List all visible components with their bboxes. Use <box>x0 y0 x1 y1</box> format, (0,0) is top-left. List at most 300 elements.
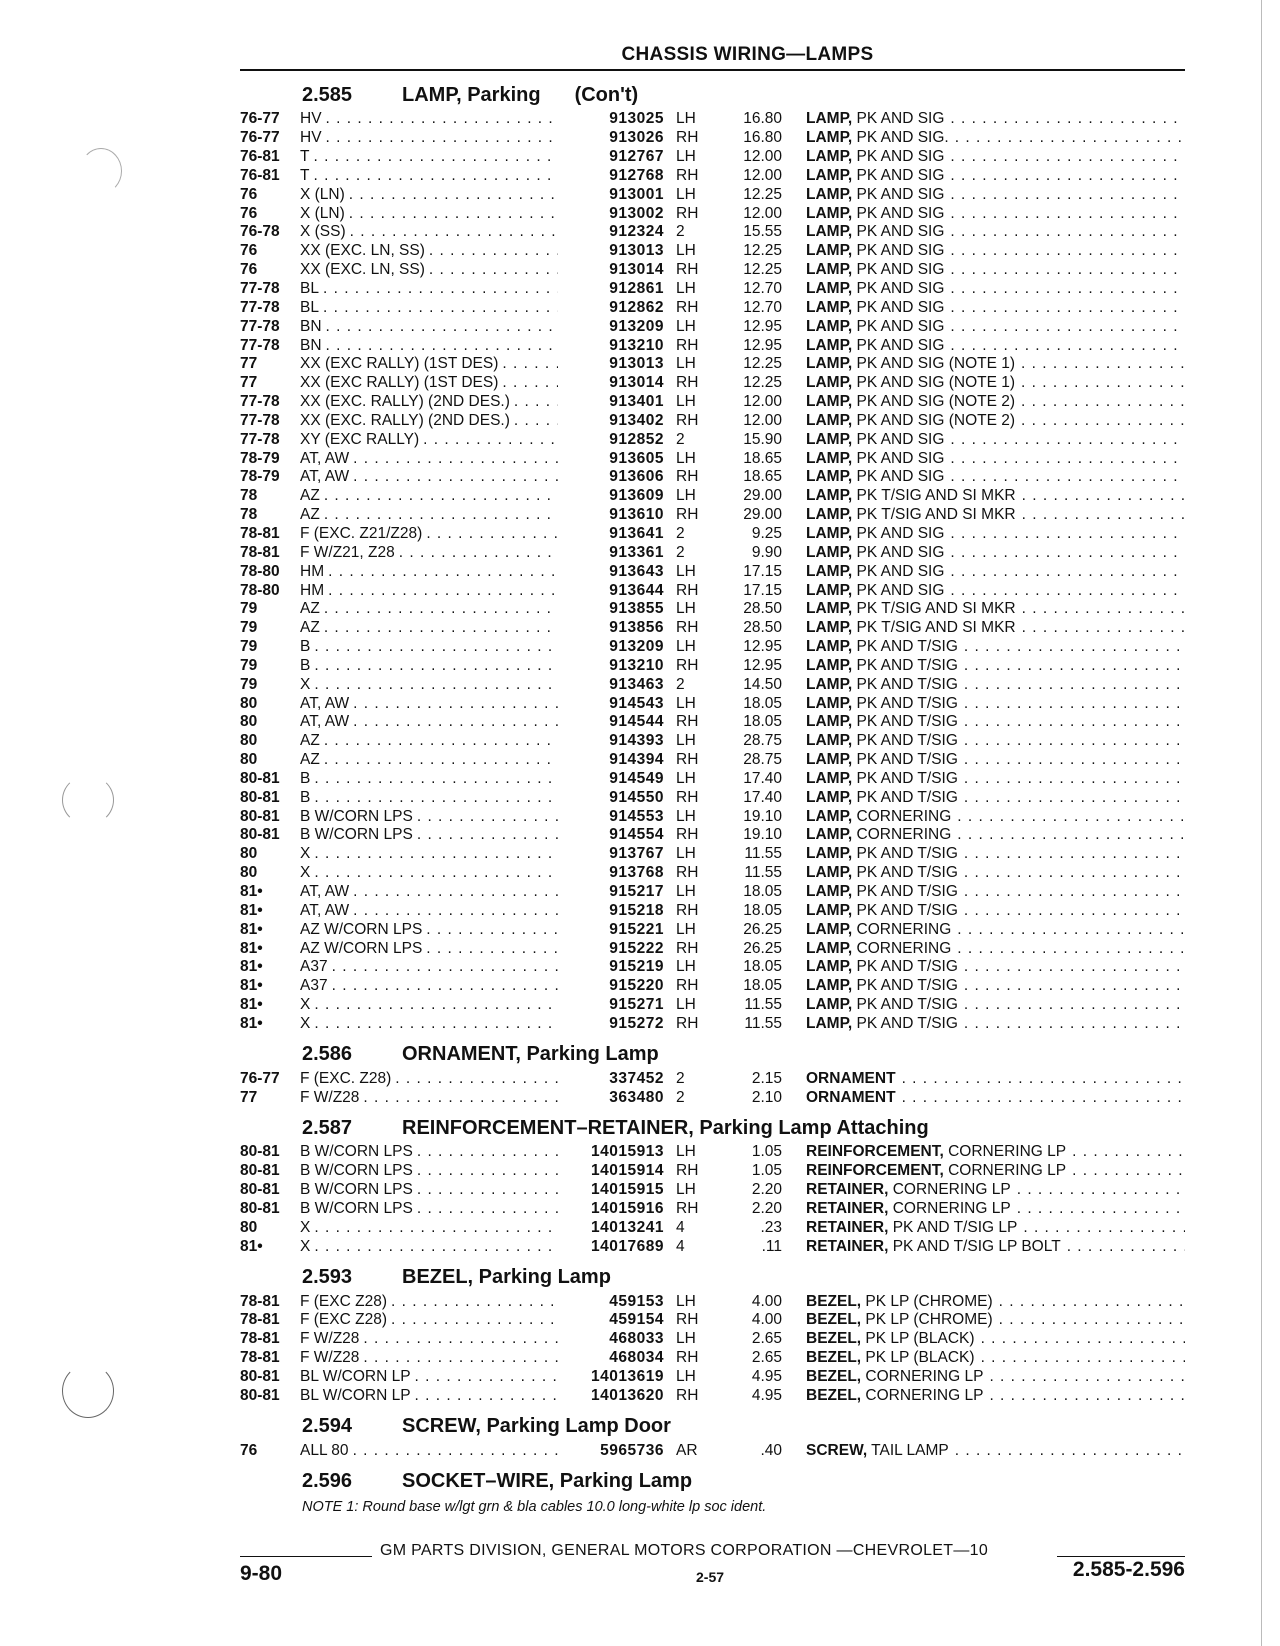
part-name-noun: BEZEL, <box>806 1367 862 1385</box>
part-name-noun: RETAINER, <box>806 1199 889 1217</box>
part-name-noun: LAMP, <box>806 242 853 260</box>
price: 12.00 <box>743 148 782 166</box>
application-text: B W/CORN LPS <box>300 1143 413 1161</box>
dot-leader <box>332 977 558 995</box>
model-years: 80-81 <box>240 1143 280 1161</box>
application-cell <box>300 826 564 844</box>
part-name-cell <box>806 789 1185 807</box>
quantity: RH <box>676 656 699 674</box>
price: 2.65 <box>751 1349 782 1367</box>
part-name-cell <box>806 657 1185 675</box>
dot-leader <box>353 902 558 920</box>
application-text: X <box>300 675 311 693</box>
dot-leader <box>353 1442 558 1460</box>
price: 12.25 <box>743 374 782 392</box>
price: 1.05 <box>751 1143 782 1161</box>
table-row <box>240 826 1185 845</box>
part-name-noun: LAMP, <box>806 336 853 354</box>
part-name-noun: LAMP, <box>806 317 853 335</box>
part-name-detail: CORNERING <box>852 826 952 844</box>
part-name-cell <box>806 619 1185 637</box>
dot-leader <box>950 261 1185 279</box>
dot-leader <box>417 826 558 844</box>
price: 29.00 <box>743 487 782 505</box>
table-row <box>240 525 1185 544</box>
part-number: 913025 <box>609 110 664 128</box>
part-name-detail: PK AND T/SIG <box>852 656 958 674</box>
application-text: AZ W/CORN LPS <box>300 920 423 938</box>
dot-leader <box>1023 1219 1185 1237</box>
application-text: X <box>300 1014 311 1032</box>
application-cell <box>300 487 564 505</box>
part-name-detail: PK AND SIG <box>852 430 945 448</box>
model-years: 78-81 <box>240 524 280 542</box>
part-name-cell <box>806 280 1185 298</box>
part-name <box>806 921 951 939</box>
dot-leader <box>353 695 558 713</box>
dot-leader <box>391 1293 558 1311</box>
part-name-detail: PK T/SIG AND SI MKR <box>852 487 1016 505</box>
model-years: 78-81 <box>240 1292 280 1310</box>
part-name-noun: LAMP, <box>806 977 853 995</box>
dot-leader <box>415 1368 558 1386</box>
part-name-noun: REINFORCEMENT, <box>806 1162 944 1180</box>
model-years: 81• <box>240 1014 263 1032</box>
part-name <box>806 487 1016 505</box>
part-name-detail: PK AND T/SIG <box>852 883 958 901</box>
part-name-cell <box>806 1293 1185 1311</box>
price: .11 <box>761 1237 782 1255</box>
application-text: AZ <box>300 506 320 524</box>
table-row <box>240 1330 1185 1349</box>
application-text: A37 <box>300 958 328 976</box>
price: 4.95 <box>751 1386 782 1404</box>
application-text: AZ <box>300 600 320 618</box>
dot-leader <box>326 110 558 128</box>
section-number: 2.594 <box>302 1414 353 1437</box>
model-years: 76 <box>240 261 258 279</box>
part-name-detail: PK AND SIG <box>852 166 945 184</box>
table-row <box>240 412 1185 431</box>
application-text: AT, AW <box>300 901 350 919</box>
footer-rule-left <box>240 1556 372 1557</box>
model-years: 80 <box>240 732 258 750</box>
model-years: 80-81 <box>240 1199 280 1217</box>
part-number: 912324 <box>609 223 664 241</box>
part-number: 913361 <box>609 543 664 561</box>
dot-leader <box>964 902 1185 920</box>
part-name <box>806 695 958 713</box>
application-cell <box>300 902 564 920</box>
quantity: LH <box>676 148 696 166</box>
dot-leader <box>999 1311 1185 1329</box>
part-name-noun: LAMP, <box>806 958 853 976</box>
application-text: F (EXC Z28) <box>300 1311 387 1329</box>
table-row <box>240 562 1185 581</box>
model-years: 80-81 <box>240 826 280 844</box>
model-years: 80-81 <box>240 1181 280 1199</box>
part-name <box>806 280 944 298</box>
part-name-detail: CORNERING LP <box>888 1181 1011 1199</box>
dot-leader <box>950 563 1185 581</box>
part-name <box>806 1238 1061 1256</box>
table-row <box>240 638 1185 657</box>
part-name <box>806 223 944 241</box>
dot-leader <box>964 732 1185 750</box>
quantity: LH <box>676 355 696 373</box>
part-name-noun: LAMP, <box>806 506 853 524</box>
quantity: 2 <box>676 430 685 448</box>
price: 18.65 <box>743 449 782 467</box>
dot-leader <box>964 864 1185 882</box>
price: 1.05 <box>751 1162 782 1180</box>
quantity: 2 <box>676 675 685 693</box>
part-name <box>806 713 958 731</box>
application-cell <box>300 1219 564 1237</box>
table-row <box>240 317 1185 336</box>
part-name-detail: PK T/SIG AND SI MKR <box>852 506 1016 524</box>
part-name-cell <box>806 1162 1185 1180</box>
part-number: 468034 <box>609 1349 664 1367</box>
price: 18.05 <box>743 958 782 976</box>
application-cell <box>300 958 564 976</box>
table-row <box>240 770 1185 789</box>
table-row <box>240 958 1185 977</box>
part-name-noun: LAMP, <box>806 826 853 844</box>
application-text: B W/CORN LPS <box>300 807 413 825</box>
dot-leader <box>964 883 1185 901</box>
part-name-noun: LAMP, <box>806 204 853 222</box>
page-edge <box>1261 0 1262 1646</box>
part-name-cell <box>806 525 1185 543</box>
quantity: LH <box>676 845 696 863</box>
part-number: 913014 <box>609 261 664 279</box>
dot-leader <box>324 506 558 524</box>
application-text: XX (EXC. LN, SS) <box>300 242 425 260</box>
dot-leader <box>957 826 1185 844</box>
part-number: 459154 <box>609 1311 664 1329</box>
dot-leader <box>429 242 558 260</box>
part-name-detail: CORNERING LP <box>943 1162 1067 1180</box>
dot-leader <box>950 525 1185 543</box>
application-cell <box>300 1143 564 1161</box>
part-name-cell <box>806 563 1185 581</box>
dot-leader <box>349 205 558 223</box>
quantity: 2 <box>676 223 685 241</box>
application-cell <box>300 751 564 769</box>
quantity: LH <box>676 110 696 128</box>
part-name-detail: PK AND SIG <box>852 261 945 279</box>
application-cell <box>300 1070 564 1088</box>
table-row <box>240 543 1185 562</box>
part-number: 913610 <box>609 506 664 524</box>
quantity: 2 <box>676 1069 685 1087</box>
dot-leader <box>964 789 1185 807</box>
table-row <box>240 1237 1185 1256</box>
part-name-detail: PK AND T/SIG <box>852 713 958 731</box>
table-row <box>240 336 1185 355</box>
application-cell <box>300 1311 564 1329</box>
part-name-noun: LAMP, <box>806 732 853 750</box>
dot-leader <box>426 921 558 939</box>
section-name: REINFORCEMENT–RETAINER, Parking Lamp Attaching <box>402 1116 929 1139</box>
dot-leader <box>950 148 1185 166</box>
application-cell <box>300 789 564 807</box>
dot-leader <box>957 921 1185 939</box>
dot-leader <box>964 845 1185 863</box>
table-row <box>240 713 1185 732</box>
dot-leader <box>981 1330 1185 1348</box>
table-row <box>240 1015 1185 1034</box>
model-years: 76 <box>240 242 258 260</box>
dot-leader <box>957 940 1185 958</box>
application-cell <box>300 110 564 128</box>
price: 2.20 <box>751 1199 782 1217</box>
quantity: LH <box>676 280 696 298</box>
model-years: 81• <box>240 977 263 995</box>
part-name-noun: ORNAMENT <box>806 1069 896 1087</box>
part-number: 914554 <box>609 826 664 844</box>
part-name <box>806 845 958 863</box>
dot-leader <box>399 544 558 562</box>
model-years: 76-77 <box>240 110 280 128</box>
price: 4.00 <box>751 1311 782 1329</box>
table-row <box>240 996 1185 1015</box>
quantity: RH <box>676 1199 699 1217</box>
part-name <box>806 958 958 976</box>
part-name-detail: CORNERING LP <box>943 1143 1067 1161</box>
dot-leader <box>363 1349 558 1367</box>
part-number: 913013 <box>609 355 664 373</box>
part-number: 915217 <box>609 883 664 901</box>
application-cell <box>300 299 564 317</box>
model-years: 80-81 <box>240 788 280 806</box>
table-row <box>240 261 1185 280</box>
part-name-noun: LAMP, <box>806 713 853 731</box>
table-row <box>240 1069 1185 1088</box>
application-cell <box>300 1387 564 1405</box>
part-name <box>806 242 944 260</box>
application-text: BL W/CORN LP <box>300 1367 411 1385</box>
part-name-cell <box>806 1387 1185 1405</box>
part-name <box>806 826 951 844</box>
part-name-detail: PK AND T/SIG <box>852 901 958 919</box>
part-name-noun: LAMP, <box>806 543 853 561</box>
dot-leader <box>314 1238 558 1256</box>
part-name-noun: LAMP, <box>806 600 853 618</box>
dot-leader <box>323 299 558 317</box>
part-name <box>806 544 944 562</box>
price: 4.00 <box>751 1292 782 1310</box>
dot-leader <box>950 110 1185 128</box>
section-name: ORNAMENT, Parking Lamp <box>402 1042 659 1065</box>
part-number: 14015913 <box>591 1143 664 1161</box>
part-name-noun: LAMP, <box>806 449 853 467</box>
application-text: B W/CORN LPS <box>300 1162 413 1180</box>
table-row <box>240 298 1185 317</box>
part-name-cell <box>806 223 1185 241</box>
table-row <box>240 468 1185 487</box>
part-name-detail: CORNERING LP <box>861 1386 984 1404</box>
part-number: 913026 <box>609 129 664 147</box>
part-number: 912861 <box>609 280 664 298</box>
part-number: 915271 <box>609 996 664 1014</box>
part-name-detail: PK AND T/SIG <box>852 788 958 806</box>
application-text: XY (EXC RALLY) <box>300 430 420 448</box>
table-row <box>240 864 1185 883</box>
footnote: NOTE 1: Round base w/lgt grn & bla cables 10.0 long-white lp soc ident. <box>302 1499 767 1515</box>
dot-leader <box>957 808 1185 826</box>
application-text: AZ <box>300 487 320 505</box>
application-text: B <box>300 769 311 787</box>
part-name-detail: CORNERING <box>852 939 952 957</box>
price: 12.95 <box>743 336 782 354</box>
table-row <box>240 1088 1185 1107</box>
part-name-cell <box>806 1219 1185 1237</box>
catalog-page <box>240 0 1185 1646</box>
application-cell <box>300 148 564 166</box>
part-name-cell <box>806 1238 1185 1256</box>
quantity: RH <box>676 1162 699 1180</box>
application-text: F (EXC. Z21/Z28) <box>300 524 423 542</box>
application-cell <box>300 223 564 241</box>
part-name-noun: LAMP, <box>806 864 853 882</box>
part-name <box>806 205 944 223</box>
dot-leader <box>950 242 1185 260</box>
application-cell <box>300 431 564 449</box>
part-name-cell <box>806 506 1185 524</box>
dot-leader <box>989 1368 1185 1386</box>
model-years: 78-81 <box>240 1349 280 1367</box>
dot-leader <box>423 431 558 449</box>
part-number: 912862 <box>609 298 664 316</box>
price: 2.65 <box>751 1330 782 1348</box>
part-name <box>806 1143 1066 1161</box>
part-name-noun: LAMP, <box>806 110 853 128</box>
part-name-detail: PK AND SIG <box>852 336 945 354</box>
part-name-cell <box>806 205 1185 223</box>
dot-leader <box>314 770 558 788</box>
application-text: AT, AW <box>300 449 350 467</box>
application-text: F W/Z28 <box>300 1088 360 1106</box>
part-name-detail: CORNERING <box>852 807 952 825</box>
model-years: 76-77 <box>240 1069 280 1087</box>
part-name-cell <box>806 600 1185 618</box>
part-name-cell <box>806 958 1185 976</box>
application-text: XX (EXC RALLY) (1ST DES) <box>300 374 499 392</box>
application-text: XX (EXC. RALLY) (2ND DES.) <box>300 393 510 411</box>
part-name <box>806 299 944 317</box>
dot-leader <box>353 468 558 486</box>
table-row <box>240 1441 1185 1460</box>
application-text: T <box>300 148 310 166</box>
part-name <box>806 582 944 600</box>
part-name <box>806 1293 993 1311</box>
price: 16.80 <box>743 129 782 147</box>
part-name-cell <box>806 1089 1185 1107</box>
dot-leader <box>950 582 1185 600</box>
part-number: 914550 <box>609 788 664 806</box>
application-cell <box>300 450 564 468</box>
quantity: RH <box>676 411 699 429</box>
price: 18.05 <box>743 713 782 731</box>
application-cell <box>300 280 564 298</box>
application-cell <box>300 619 564 637</box>
part-name-cell <box>806 431 1185 449</box>
model-years: 79 <box>240 638 258 656</box>
table-row <box>240 242 1185 261</box>
application-cell <box>300 657 564 675</box>
model-years: 78-79 <box>240 468 280 486</box>
part-name-cell <box>806 261 1185 279</box>
part-name-cell <box>806 695 1185 713</box>
model-years: 80-81 <box>240 807 280 825</box>
price: 17.40 <box>743 769 782 787</box>
part-number: 912767 <box>609 148 664 166</box>
application-cell <box>300 996 564 1014</box>
part-name-noun: BEZEL, <box>806 1330 862 1348</box>
application-cell <box>300 412 564 430</box>
dot-leader <box>324 487 558 505</box>
model-years: 79 <box>240 656 258 674</box>
part-name-noun: LAMP, <box>806 694 853 712</box>
part-name-cell <box>806 1015 1185 1033</box>
dot-leader <box>324 751 558 769</box>
part-number: 913402 <box>609 411 664 429</box>
part-number: 913767 <box>609 845 664 863</box>
dot-leader <box>426 525 558 543</box>
model-years: 77-78 <box>240 317 280 335</box>
quantity: RH <box>676 506 699 524</box>
table-row <box>240 939 1185 958</box>
quantity: RH <box>676 864 699 882</box>
application-text: BN <box>300 317 322 335</box>
part-name-cell <box>806 450 1185 468</box>
dot-leader <box>323 280 558 298</box>
part-name-cell <box>806 148 1185 166</box>
part-name-detail: PK AND SIG <box>852 562 945 580</box>
part-number: 913768 <box>609 864 664 882</box>
binder-hole-mark <box>80 148 122 194</box>
price: .40 <box>760 1441 782 1459</box>
part-name-cell <box>806 1143 1185 1161</box>
dot-leader <box>964 751 1185 769</box>
part-name-noun: LAMP, <box>806 223 853 241</box>
model-years: 76-77 <box>240 129 280 147</box>
dot-leader <box>955 129 1185 147</box>
quantity: LH <box>676 185 696 203</box>
quantity: 4 <box>676 1237 685 1255</box>
price: 17.15 <box>743 581 782 599</box>
part-name-detail: PK T/SIG AND SI MKR <box>852 600 1016 618</box>
part-name <box>806 902 958 920</box>
table-row <box>240 901 1185 920</box>
model-years: 78-80 <box>240 562 280 580</box>
price: 11.55 <box>744 1014 782 1032</box>
dot-leader <box>328 563 558 581</box>
dot-leader <box>964 713 1185 731</box>
price: 26.25 <box>743 920 782 938</box>
part-number: 912768 <box>609 166 664 184</box>
part-name-cell <box>806 242 1185 260</box>
part-name-noun: LAMP, <box>806 524 853 542</box>
table-row <box>240 845 1185 864</box>
section-number: 2.586 <box>302 1042 353 1065</box>
application-text: XX (EXC. RALLY) (2ND DES.) <box>300 411 510 429</box>
dot-leader <box>950 450 1185 468</box>
application-text: HV <box>300 129 322 147</box>
price: 18.05 <box>743 977 782 995</box>
